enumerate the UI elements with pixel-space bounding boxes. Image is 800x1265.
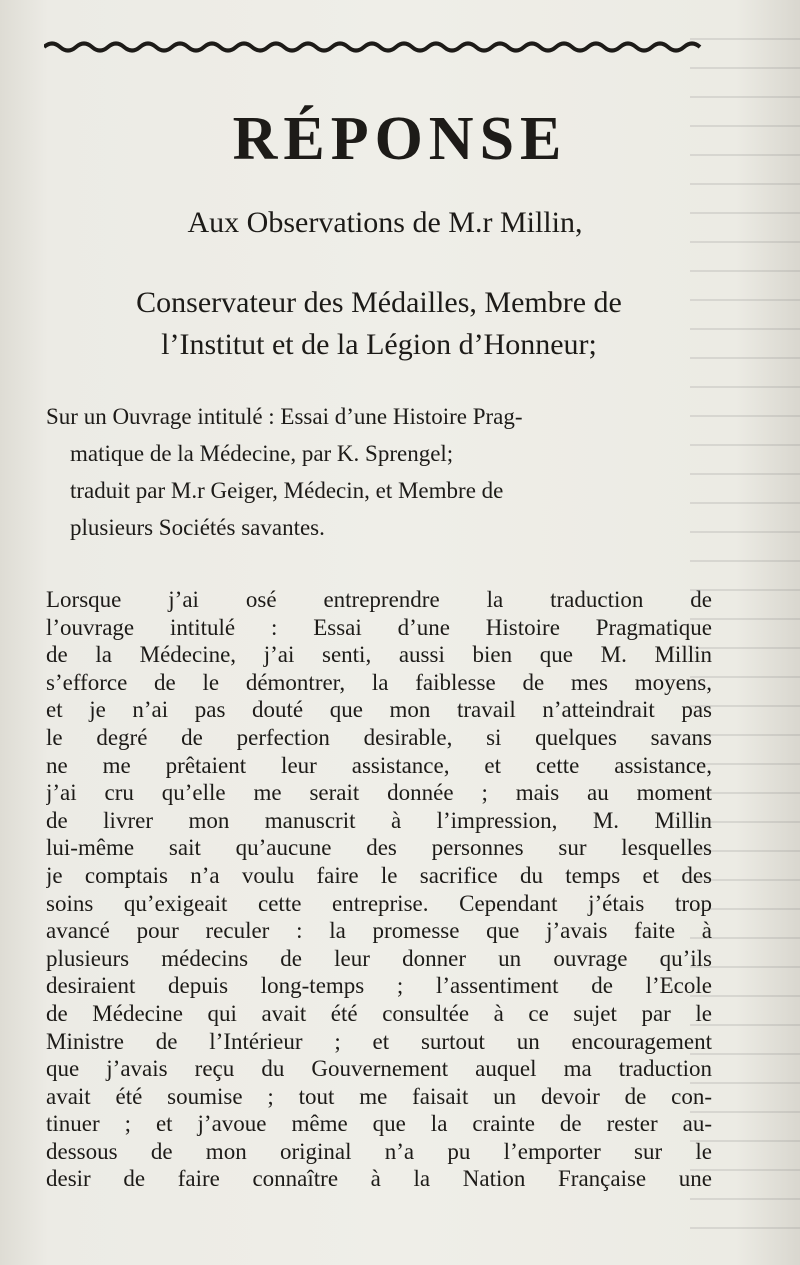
paragraph-line: tinuer ; et j’avoue même que la crainte de rester au- <box>46 1111 712 1137</box>
main-paragraph <box>46 586 712 1193</box>
paragraph-line: Ministre de l’Intérieur ; et surtout un encouragement <box>46 1028 712 1054</box>
subtitle-line-3: l’Institut et de la Légion d’Honneur; <box>161 328 597 361</box>
paragraph-line: desir de faire connaître à la Nation Française une <box>46 1166 712 1192</box>
subtitle-line-1: Aux Observations de M.r Millin, <box>187 206 583 239</box>
paragraph-line: desiraient depuis long-temps ; l’assentiment de l’Ecole <box>46 973 712 999</box>
paragraph-line: lui-même sait qu’aucune des personnes sur lesquelles <box>46 835 712 861</box>
subtitle-line-2: Conservateur des Médailles, Membre de <box>136 286 622 319</box>
paragraph-line: s’efforce de le démontrer, la faiblesse de mes moyens, <box>46 669 712 695</box>
paragraph-line: Lorsque j’ai osé entreprendre la traduction de <box>46 587 712 612</box>
description-line: Sur un Ouvrage intitulé : Essai d’une Histoire Prag- <box>46 404 523 429</box>
paragraph-line: le degré de perfection desirable, si quelques savans <box>46 724 712 750</box>
paragraph-line: que j’avais reçu du Gouvernement auquel ma traduction <box>46 1056 712 1082</box>
paragraph-line: avait été soumise ; tout me faisait un devoir de con- <box>46 1083 712 1109</box>
work-description <box>46 398 706 546</box>
paragraph-line: ne me prêtaient leur assistance, et cette assistance, <box>46 752 712 778</box>
paragraph-line: je comptais n’a voulu faire le sacrifice du temps et des <box>46 862 712 888</box>
ornamental-wavy-rule <box>44 40 706 54</box>
paragraph-line: de la Médecine, j’ai senti, aussi bien que M. Millin <box>46 642 712 668</box>
paragraph-line: avancé pour reculer : la promesse que j’avais faite à <box>46 918 712 944</box>
paragraph-line: et je n’ai pas douté que mon travail n’atteindrait pas <box>46 697 712 723</box>
page-title: RÉPONSE <box>232 105 568 173</box>
paragraph-line: dessous de mon original n’a pu l’emporter sur le <box>46 1138 712 1164</box>
paragraph-line: soins qu’exigeait cette entreprise. Cependant j’étais trop <box>46 890 712 916</box>
paragraph-line: de livrer mon manuscrit à l’impression, M. Millin <box>46 807 712 833</box>
paragraph-line: plusieurs médecins de leur donner un ouvrage qu’ils <box>46 945 712 971</box>
description-line: traduit par M.r Geiger, Médecin, et Membre de <box>70 478 504 503</box>
paragraph-line: l’ouvrage intitulé : Essai d’une Histoire Pragmatique <box>46 614 712 640</box>
paragraph-line: de Médecine qui avait été consultée à ce sujet par le <box>46 1000 712 1026</box>
description-line: matique de la Médecine, par K. Sprengel; <box>70 441 454 466</box>
description-line: plusieurs Sociétés savantes. <box>70 515 325 540</box>
subtitle-lines <box>54 282 704 366</box>
paragraph-line: j’ai cru qu’elle me serait donnée ; mais au moment <box>46 780 712 806</box>
